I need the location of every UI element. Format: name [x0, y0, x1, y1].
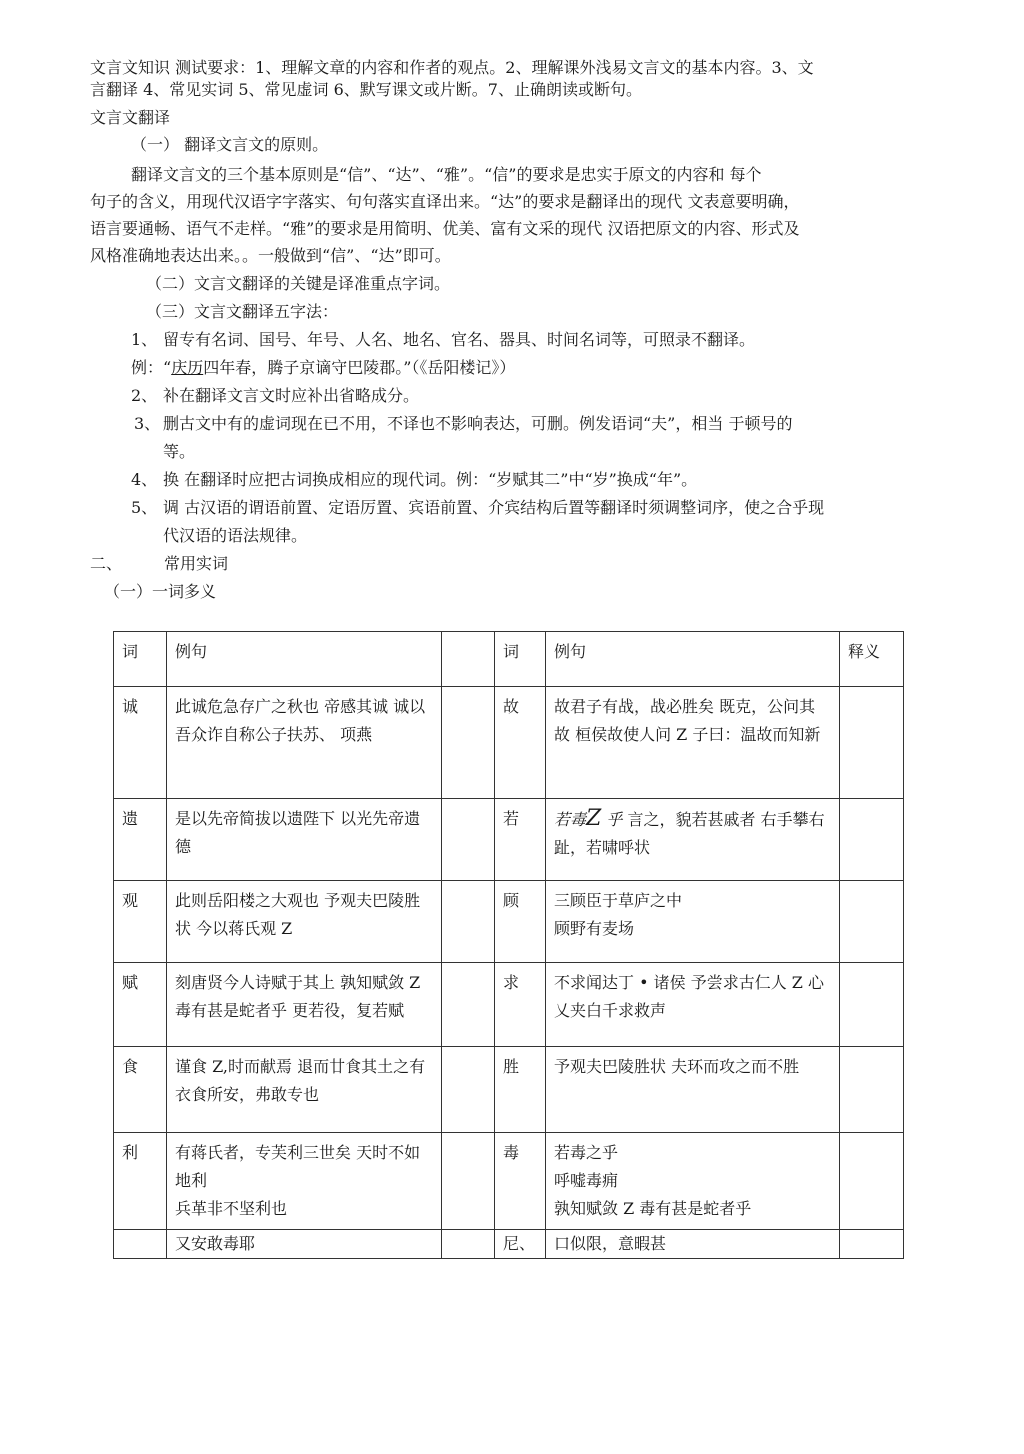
word-cell: 观 — [114, 881, 167, 963]
subheading-key-words: （二）文言文翻译的关键是译准重点字词。 — [146, 274, 451, 293]
method-item-4-text: 换 在翻译时应把古词换成相应的现代词。例：“岁赋其二”中“岁”换成“年”。 — [163, 470, 698, 489]
word-cell: 诚 — [114, 687, 167, 799]
sentence-line: 三顾臣于草庐之中 — [554, 891, 683, 910]
sentence-cell — [167, 1133, 442, 1230]
principles-paragraph-line-2: 句子的含义，用现代汉语字字落实、句句落实直译出来。“达”的要求是翻译出的现代 文表意要明确， — [90, 192, 800, 211]
subheading-polysemy: （一）一词多义 — [104, 582, 217, 601]
sentence-cell: 此诚危急存广之秋也 帝感其诚 诚以吾众诈自称公子扶苏、 项燕 — [167, 687, 442, 799]
word-cell: 遗 — [114, 799, 167, 881]
sentence-rest: 言之，貌若甚戚者 右手攀右趾，若啸呼状 — [554, 810, 825, 857]
meaning-cell — [840, 1047, 904, 1133]
sentence-cell: 不求闻达丁 • 诸侯 予尝求古仁人 Z 心 乂夹白千求救声 — [546, 963, 840, 1047]
sentence-line: 若毒之乎 — [554, 1143, 619, 1162]
blank-cell — [442, 799, 495, 881]
header-blank — [442, 632, 495, 687]
blank-cell — [442, 963, 495, 1047]
method-item-1-text: 留专有名词、国号、年号、人名、地名、官名、器具、时间名词等，可照录不翻译。 — [163, 330, 756, 349]
sentence-cell: 故君子有战，战必胜矣 既克，公问其故 桓侯故使人问 Z 子曰：温故而知新 — [546, 687, 840, 799]
meaning-cell — [840, 799, 904, 881]
section-title-translation: 文言文翻译 — [90, 108, 171, 127]
section-2-number: 二、 — [90, 554, 123, 573]
section-2-title: 常用实词 — [164, 554, 229, 573]
method-item-3-number: 3、 — [134, 414, 161, 433]
sentence-cell: 刻唐贤今人诗赋于其上 孰知赋敛 Z 毒有甚是蛇者乎 更若役，复若赋 — [167, 963, 442, 1047]
sentence-line: 呼嘘毒痈 — [554, 1171, 619, 1190]
sentence-line: 顾野有麦场 — [554, 919, 635, 938]
sentence-cell — [546, 799, 840, 881]
sentence-cell: 此则岳阳楼之大观也 予观夫巴陵胜状 今以蒋氏观 Z — [167, 881, 442, 963]
word-cell: 顾 — [495, 881, 546, 963]
sentence-italic-part: 若毒 — [554, 810, 587, 829]
table-row — [114, 799, 904, 881]
word-cell: 利 — [114, 1133, 167, 1230]
sentence-line: 有蒋氏者，专芙利三世矣 天时不如地利 — [175, 1143, 421, 1190]
example-rest: 四年春，腾子京谪守巴陵郡。”（《岳阳楼记》） — [203, 358, 516, 377]
header-word-2: 词 — [495, 632, 546, 687]
word-cell: 尼、 — [495, 1230, 546, 1259]
meaning-cell — [840, 881, 904, 963]
meaning-cell — [840, 1133, 904, 1230]
sentence-cell: 予观夫巴陵胜状 夫环而攻之而不胜 — [546, 1047, 840, 1133]
example-line — [131, 357, 515, 379]
table-row — [114, 687, 904, 799]
requirements-line-1: 文言文知识 测试要求：1、理解文章的内容和作者的观点。2、理解课外浅易文言文的基本内容。3、文 — [90, 58, 814, 77]
meaning-cell — [840, 687, 904, 799]
word-cell — [114, 1230, 167, 1259]
sentence-line: 孰知赋敛 Z 毒有甚是蛇者乎 — [554, 1199, 752, 1218]
word-cell: 胜 — [495, 1047, 546, 1133]
blank-cell — [442, 1133, 495, 1230]
sentence-cell — [546, 881, 840, 963]
header-word-1: 词 — [114, 632, 167, 687]
word-cell: 食 — [114, 1047, 167, 1133]
principles-paragraph-line-4: 风格准确地表达出来。。一般做到“信”、“达”即可。 — [90, 246, 451, 265]
table-header-row — [114, 632, 904, 687]
method-item-5-number: 5、 — [131, 498, 158, 517]
requirements-line-2: 言翻译 4、常见实词 5、常见虚词 6、默写课文或片断。7、止确朗读或断句。 — [90, 80, 642, 99]
method-item-2-number: 2、 — [131, 386, 158, 405]
polysemy-table — [113, 631, 904, 1259]
subheading-principles: （一） 翻译文言文的原则。 — [131, 135, 329, 154]
blank-cell — [442, 881, 495, 963]
method-item-4-number: 4、 — [131, 470, 158, 489]
sentence-line: 兵革非不坚利也 — [175, 1199, 288, 1218]
table-row — [114, 1133, 904, 1230]
meaning-cell — [840, 1230, 904, 1259]
table-row — [114, 881, 904, 963]
sentence-large-z: Z — [586, 806, 602, 831]
method-item-3-text: 删古文中有的虚词现在已不用，不译也不影响表达，可删。例发语词“夫”，相当 于顿号的 — [163, 414, 793, 433]
sentence-italic-hu: 乎 — [601, 810, 623, 829]
method-item-2-text: 补在翻译文言文时应补出省略成分。 — [163, 386, 420, 405]
header-sentence-2: 例句 — [546, 632, 840, 687]
word-cell: 赋 — [114, 963, 167, 1047]
word-cell: 求 — [495, 963, 546, 1047]
blank-cell — [442, 687, 495, 799]
example-prefix: 例：“ — [131, 358, 172, 377]
method-item-5-continuation: 代汉语的语法规律。 — [163, 526, 308, 545]
principles-paragraph-line-3: 语言要通畅、语气不走样。“雅”的要求是用简明、优美、富有文采的现代 汉语把原文的内容、形式及 — [90, 219, 800, 238]
word-cell: 若 — [495, 799, 546, 881]
header-meaning: 释义 — [840, 632, 904, 687]
table-row — [114, 1047, 904, 1133]
word-cell: 毒 — [495, 1133, 546, 1230]
word-cell: 故 — [495, 687, 546, 799]
blank-cell — [442, 1047, 495, 1133]
sentence-cell — [546, 1133, 840, 1230]
header-sentence-1: 例句 — [167, 632, 442, 687]
subheading-five-methods: （三）文言文翻译五字法： — [146, 302, 339, 321]
sentence-cell: 是以先帝简拔以遗陛下 以光先帝遗德 — [167, 799, 442, 881]
method-item-3-continuation: 等。 — [163, 442, 196, 461]
table-row — [114, 1230, 904, 1259]
sentence-cell: 口似限，意暇甚 — [546, 1230, 840, 1259]
meaning-cell — [840, 963, 904, 1047]
example-underlined: 庆历 — [171, 358, 204, 377]
principles-paragraph-line-1: 翻译文言文的三个基本原则是“信”、“达”、“雅”。“信”的要求是忠实于原文的内容和 每个 — [131, 165, 762, 184]
blank-cell — [442, 1230, 495, 1259]
method-item-5-text: 调 古汉语的谓语前置、定语厉置、宾语前置、介宾结构后置等翻译时须调整词序，使之合乎现 — [163, 498, 825, 517]
sentence-cell: 又安敢毒耶 — [167, 1230, 442, 1259]
method-item-1-number: 1、 — [131, 330, 158, 349]
sentence-cell: 谨食 Z,时而献焉 退而廿食其土之有 衣食所安，弗敢专也 — [167, 1047, 442, 1133]
table-row — [114, 963, 904, 1047]
